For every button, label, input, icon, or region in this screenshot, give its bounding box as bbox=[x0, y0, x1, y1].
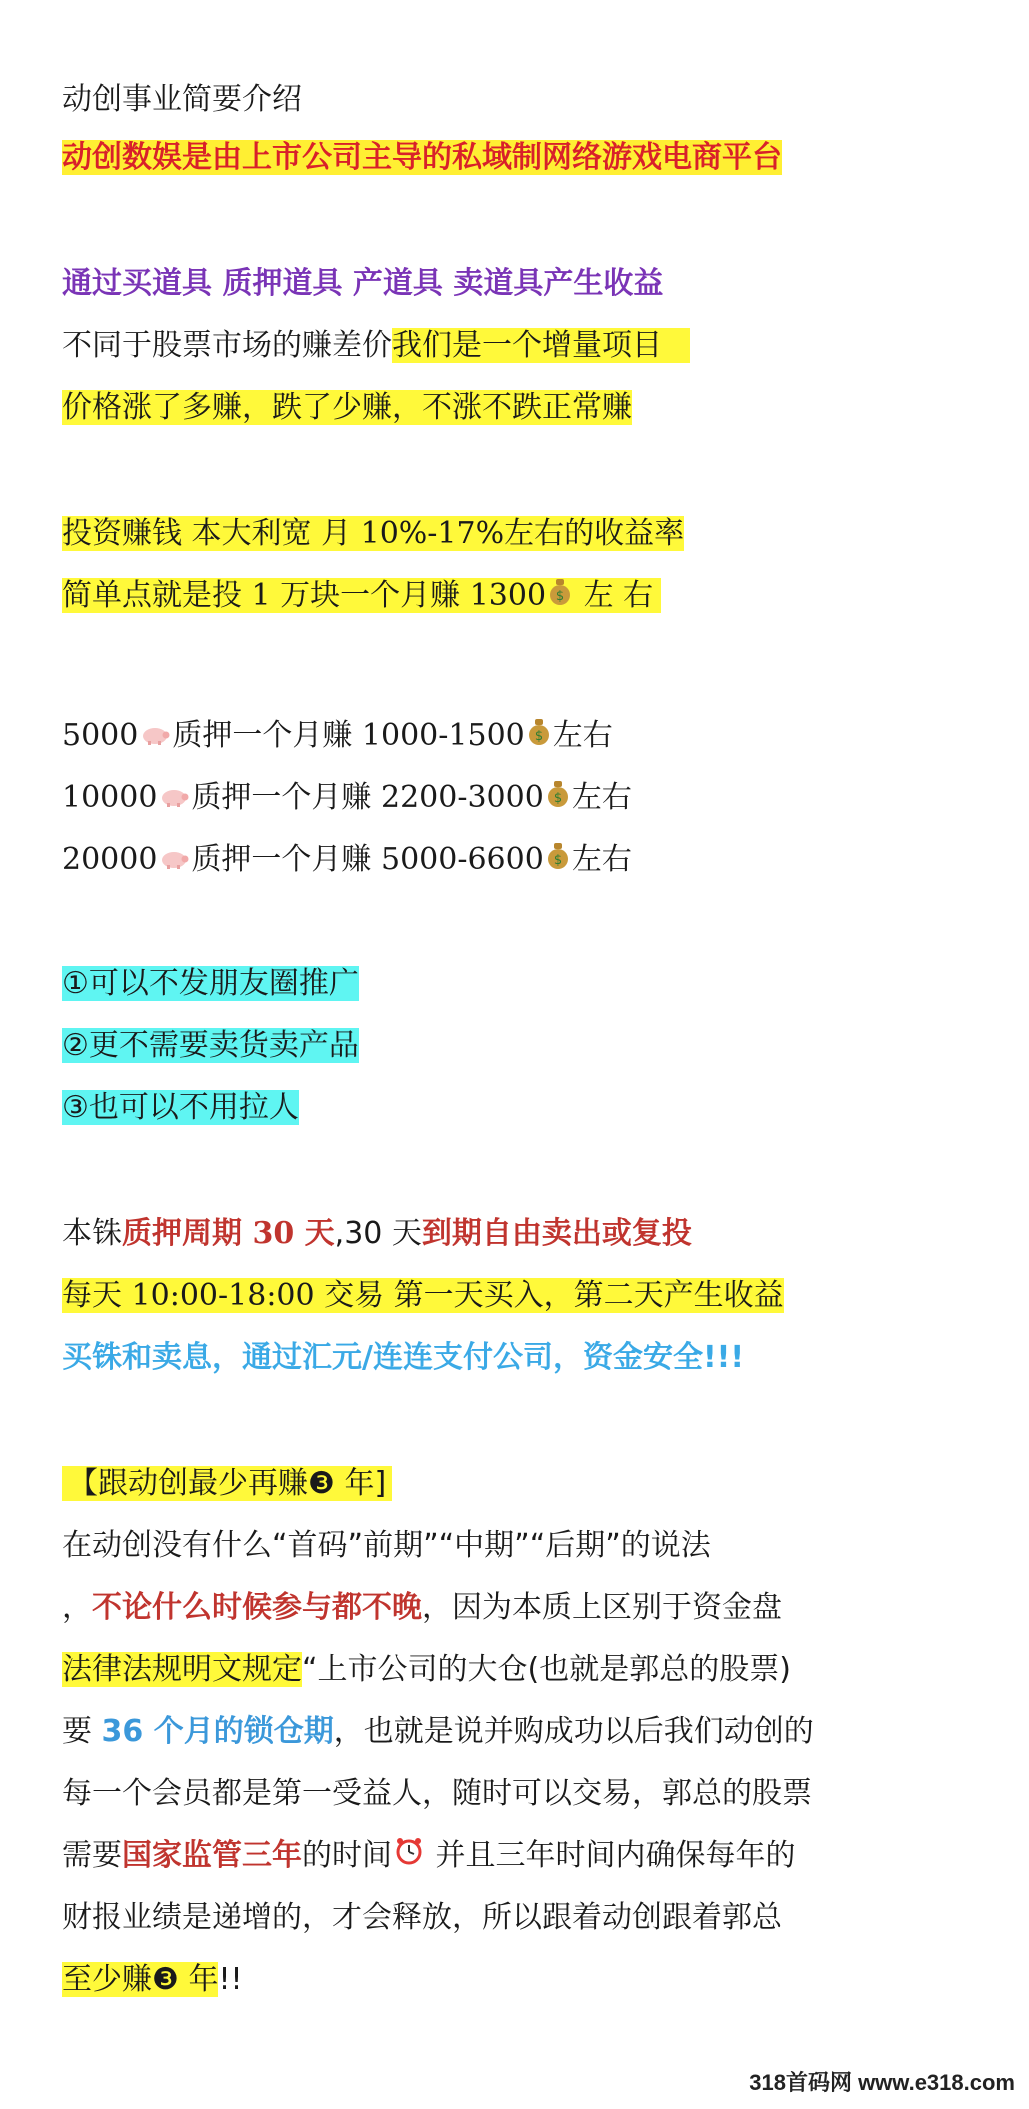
pledge-row bbox=[62, 838, 632, 883]
no-stage-line bbox=[62, 1524, 711, 1568]
lockup-line bbox=[62, 1710, 814, 1754]
trading-hours-prefix: 每天 bbox=[62, 1278, 132, 1313]
pig-icon bbox=[159, 777, 189, 821]
pledge-text: 质押一个月赚 bbox=[191, 780, 381, 815]
three-year-heading-num: ❸ bbox=[308, 1466, 335, 1501]
earning-methods-text: 通过买道具 质押道具 产道具 卖道具产生收益 bbox=[62, 266, 664, 301]
price-text: 价格涨了多赚，跌了少赚，不涨不跌正常赚 bbox=[62, 390, 632, 425]
point-three bbox=[62, 1086, 299, 1130]
never-late-suffix: ，因为本质上区别于资金盘 bbox=[422, 1590, 782, 1625]
pledge-profit: 5000-6600 bbox=[380, 842, 544, 877]
payment-safety-text: 买铢和卖息，通过汇元/连连支付公司，资金安全!!! bbox=[62, 1340, 745, 1375]
pledge-suffix: 左右 bbox=[552, 718, 613, 753]
pledge-period-label: 质押周期 bbox=[122, 1216, 253, 1251]
money-bag-icon bbox=[527, 715, 551, 759]
pledge-period-repeat: ,30 天 bbox=[334, 1216, 422, 1251]
financial-report-line bbox=[62, 1896, 782, 1940]
earn-three-years-exclaim: !! bbox=[218, 1962, 243, 1997]
pig-icon bbox=[159, 839, 189, 883]
never-late-comma: ， bbox=[62, 1590, 92, 1625]
platform-tagline-text: 动创数娱是由上市公司主导的私域制网络游戏电商平台 bbox=[62, 140, 782, 175]
pledge-amount: 5000 bbox=[62, 718, 139, 753]
financial-report-text: 财报业绩是递增的，才会释放，所以跟着动创跟着郭总 bbox=[62, 1900, 782, 1935]
trading-hours-suffix: 交易 第一天买入，第二天产生收益 bbox=[314, 1278, 784, 1313]
regulation-highlight: 国家监管三年 bbox=[122, 1838, 302, 1873]
site-watermark: 318首码网 www.e318.com bbox=[749, 2070, 1015, 2095]
return-rate-suffix: 左右的收益率 bbox=[504, 516, 685, 551]
pledge-text: 质押一个月赚 bbox=[172, 718, 362, 753]
return-rate-prefix: 投资赚钱 本大利宽 月 bbox=[62, 516, 361, 551]
pledge-period-expiry: 到期自由卖出或复投 bbox=[421, 1216, 692, 1251]
law-line bbox=[62, 1648, 791, 1692]
increment-project-text: 我们是一个增量项目 bbox=[392, 328, 690, 363]
earning-methods bbox=[62, 262, 663, 306]
difference-line bbox=[62, 324, 690, 368]
member-text: 每一个会员都是第一受益人，随时可以交易，郭总的股票 bbox=[62, 1776, 812, 1811]
return-rate-value: 10%-17% bbox=[360, 516, 505, 551]
svg-text:$: $ bbox=[555, 588, 565, 604]
pledge-period-unit: 天 bbox=[294, 1216, 335, 1251]
pledge-period-days: 30 bbox=[252, 1216, 295, 1251]
regulation-time: 的时间 bbox=[302, 1838, 392, 1873]
pledge-profit: 2200-3000 bbox=[380, 780, 544, 815]
point-two bbox=[62, 1024, 359, 1068]
regulation-line bbox=[62, 1834, 796, 1879]
three-year-heading-a: 【跟动创最少再赚 bbox=[68, 1466, 308, 1501]
heading-intro-text: 动创事业简要介绍 bbox=[62, 82, 302, 117]
lockup-period: 36 个月的锁仓期 bbox=[101, 1714, 334, 1749]
no-stage-text: 在动创没有什么“首码”前期”“中期”“后期”的说法 bbox=[62, 1528, 711, 1563]
pledge-row bbox=[62, 776, 632, 821]
trading-hours-line bbox=[62, 1274, 784, 1318]
heading-intro bbox=[62, 78, 302, 122]
simple-example-b: 万块一个月赚 bbox=[270, 578, 470, 613]
point-three-text: ③也可以不用拉人 bbox=[62, 1090, 299, 1125]
trading-hours-value: 10:00-18:00 bbox=[131, 1278, 315, 1313]
law-highlight: 法律法规明文规定 bbox=[62, 1652, 302, 1687]
lockup-prefix: 要 bbox=[62, 1714, 102, 1749]
earn-three-years-b: 年 bbox=[178, 1962, 219, 1997]
simple-example-profit: 1300 bbox=[469, 578, 547, 613]
never-late-line bbox=[62, 1586, 782, 1630]
earn-three-years-num: ❸ bbox=[152, 1962, 179, 1997]
pledge-amount: 10000 bbox=[62, 780, 158, 815]
earn-three-years-line bbox=[62, 1958, 243, 2002]
payment-safety-line bbox=[62, 1336, 744, 1380]
pledge-row bbox=[62, 714, 613, 759]
regulation-suffix: 并且三年时间内确保每年的 bbox=[426, 1838, 796, 1873]
simple-example-a: 简单点就是投 bbox=[62, 578, 252, 613]
earn-three-years-a: 至少赚 bbox=[62, 1962, 152, 1997]
pledge-period-line bbox=[62, 1212, 692, 1256]
pledge-suffix: 左右 bbox=[571, 842, 632, 877]
regulation-prefix: 需要 bbox=[62, 1838, 122, 1873]
point-one-text: ①可以不发朋友圈推广 bbox=[62, 966, 359, 1001]
never-late-text: 不论什么时候参与都不晚 bbox=[92, 1590, 422, 1625]
simple-example-amount: 1 bbox=[251, 578, 271, 613]
price-line bbox=[62, 386, 632, 430]
pledge-text: 质押一个月赚 bbox=[191, 842, 381, 877]
point-one bbox=[62, 962, 359, 1006]
alarm-clock-icon bbox=[394, 1835, 424, 1879]
svg-text:$: $ bbox=[553, 790, 562, 806]
money-bag-icon bbox=[546, 839, 570, 883]
point-two-text: ②更不需要卖货卖产品 bbox=[62, 1028, 359, 1063]
lockup-suffix: ，也就是说并购成功以后我们动创的 bbox=[333, 1714, 814, 1749]
simple-example-suffix: 左 右 bbox=[574, 578, 654, 613]
money-bag-icon bbox=[546, 777, 570, 821]
law-text: “上市公司的大仓(也就是郭总的股票) bbox=[302, 1652, 791, 1687]
pledge-amount: 20000 bbox=[62, 842, 158, 877]
three-year-heading-b: 年] bbox=[334, 1466, 387, 1501]
pledge-profit: 1000-1500 bbox=[361, 718, 525, 753]
money-bag-icon bbox=[548, 575, 572, 619]
pledge-suffix: 左右 bbox=[571, 780, 632, 815]
difference-text: 不同于股票市场的赚差价 bbox=[62, 328, 392, 363]
platform-tagline bbox=[62, 136, 782, 180]
return-rate-line bbox=[62, 512, 684, 556]
three-year-heading bbox=[62, 1462, 392, 1506]
pledge-period-prefix: 本铢 bbox=[62, 1216, 122, 1251]
member-line bbox=[62, 1772, 812, 1816]
pig-icon bbox=[140, 715, 170, 759]
svg-text:$: $ bbox=[553, 852, 562, 868]
simple-example-line bbox=[62, 574, 661, 619]
svg-text:$: $ bbox=[534, 728, 543, 744]
